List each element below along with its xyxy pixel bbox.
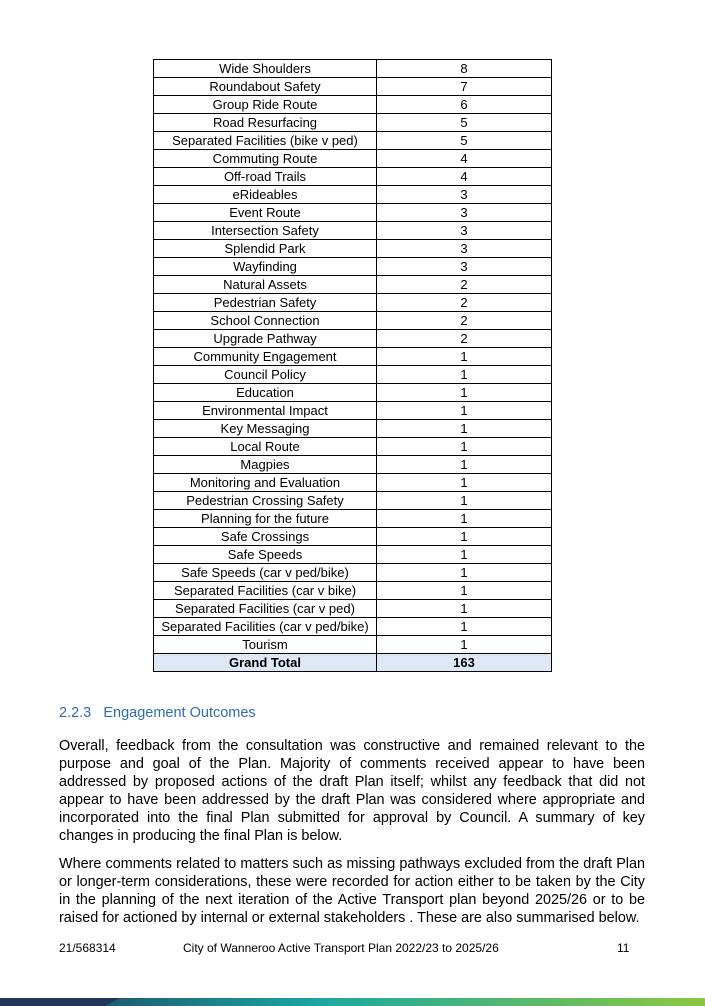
section-title: Engagement Outcomes — [103, 705, 256, 721]
topic-cell: Pedestrian Safety — [154, 294, 377, 312]
table-row — [154, 582, 552, 600]
topic-cell: Environmental Impact — [154, 402, 377, 420]
count-cell: 1 — [377, 564, 552, 582]
table-row — [154, 78, 552, 96]
count-cell: 1 — [377, 510, 552, 528]
count-cell: 4 — [377, 150, 552, 168]
count-cell: 3 — [377, 204, 552, 222]
topic-cell: Planning for the future — [154, 510, 377, 528]
topic-cell: Road Resurfacing — [154, 114, 377, 132]
topic-cell: Safe Crossings — [154, 528, 377, 546]
topic-cell: Natural Assets — [154, 276, 377, 294]
count-cell: 1 — [377, 618, 552, 636]
topic-cell: Off-road Trails — [154, 168, 377, 186]
footer-document-ref: 21/568314 — [59, 941, 116, 955]
count-cell: 5 — [377, 132, 552, 150]
topic-cell: School Connection — [154, 312, 377, 330]
topic-cell: Intersection Safety — [154, 222, 377, 240]
table-row — [154, 222, 552, 240]
topic-cell: Key Messaging — [154, 420, 377, 438]
topic-cell: Tourism — [154, 636, 377, 654]
count-cell: 7 — [377, 78, 552, 96]
topic-cell: Community Engagement — [154, 348, 377, 366]
topic-cell: Education — [154, 384, 377, 402]
count-cell: 1 — [377, 456, 552, 474]
grand-total-row — [154, 654, 552, 672]
table-row — [154, 438, 552, 456]
topic-cell: Council Policy — [154, 366, 377, 384]
topic-cell: Separated Facilities (car v bike) — [154, 582, 377, 600]
section-number: 2.2.3 — [59, 705, 92, 721]
count-cell: 1 — [377, 636, 552, 654]
table-row — [154, 510, 552, 528]
footer-document-title: City of Wanneroo Active Transport Plan 2022/23 to 2025/26 — [183, 941, 499, 955]
topic-count-table — [153, 59, 552, 672]
topic-cell: Roundabout Safety — [154, 78, 377, 96]
table-row — [154, 330, 552, 348]
topic-cell: Wayfinding — [154, 258, 377, 276]
count-cell: 1 — [377, 474, 552, 492]
topic-cell: Commuting Route — [154, 150, 377, 168]
table-row — [154, 312, 552, 330]
count-cell: 8 — [377, 60, 552, 78]
section-heading — [59, 705, 256, 721]
topic-cell: Separated Facilities (car v ped) — [154, 600, 377, 618]
paragraph-overall-feedback: Overall, feedback from the consultation was constructive and remained relevant to the purpose and goal of the Plan. Majority of comments received appear to have been addressed by proposed actions of the draft Plan itself; whilst any feedback that did not appear to have been addressed by the draft Plan was considered where appropriate and incorporated into the final Plan submitted for approval by Council. A summary of key changes in producing the final Plan is below. — [59, 738, 645, 844]
table-row — [154, 348, 552, 366]
topic-cell: Group Ride Route — [154, 96, 377, 114]
table-row — [154, 456, 552, 474]
grand-total-value: 163 — [377, 654, 552, 672]
footer-page-number: 11 — [617, 941, 630, 955]
table-row — [154, 600, 552, 618]
table-row — [154, 276, 552, 294]
table-row — [154, 132, 552, 150]
topic-cell: Wide Shoulders — [154, 60, 377, 78]
table-row — [154, 618, 552, 636]
footer-bar-dark-wedge — [0, 998, 120, 1006]
count-cell: 1 — [377, 582, 552, 600]
table-row — [154, 186, 552, 204]
footer-decorative-bar — [0, 994, 705, 1006]
topic-cell: Event Route — [154, 204, 377, 222]
table-row — [154, 96, 552, 114]
count-cell: 4 — [377, 168, 552, 186]
count-cell: 1 — [377, 366, 552, 384]
count-cell: 1 — [377, 546, 552, 564]
count-cell: 5 — [377, 114, 552, 132]
table-row — [154, 384, 552, 402]
table-row — [154, 204, 552, 222]
table-row — [154, 420, 552, 438]
count-cell: 1 — [377, 384, 552, 402]
count-cell: 1 — [377, 438, 552, 456]
count-cell: 2 — [377, 330, 552, 348]
table-row — [154, 294, 552, 312]
count-cell: 1 — [377, 528, 552, 546]
table-row — [154, 168, 552, 186]
count-cell: 1 — [377, 348, 552, 366]
table-row — [154, 528, 552, 546]
topic-cell: eRideables — [154, 186, 377, 204]
table-row — [154, 546, 552, 564]
table-row — [154, 60, 552, 78]
count-cell: 1 — [377, 420, 552, 438]
count-cell: 3 — [377, 240, 552, 258]
count-cell: 2 — [377, 294, 552, 312]
topic-cell: Pedestrian Crossing Safety — [154, 492, 377, 510]
topic-cell: Safe Speeds — [154, 546, 377, 564]
table-row — [154, 258, 552, 276]
table-row — [154, 492, 552, 510]
count-cell: 3 — [377, 258, 552, 276]
table-row — [154, 564, 552, 582]
table-row — [154, 150, 552, 168]
table-row — [154, 114, 552, 132]
topic-cell: Monitoring and Evaluation — [154, 474, 377, 492]
count-cell: 6 — [377, 96, 552, 114]
paragraph-comments-actions: Where comments related to matters such as missing pathways excluded from the draft Plan or longer-term considerations, these were recorded for action either to be taken by the City in the planning of the next iteration of the Active Transport plan beyond 2025/26 or to be raised for actioned by internal or external stakeholders . These are also summarised below. — [59, 856, 645, 926]
table-row — [154, 636, 552, 654]
grand-total-label: Grand Total — [154, 654, 377, 672]
table-row — [154, 366, 552, 384]
topic-cell: Upgrade Pathway — [154, 330, 377, 348]
count-cell: 1 — [377, 600, 552, 618]
table-row — [154, 474, 552, 492]
topic-cell: Splendid Park — [154, 240, 377, 258]
topic-cell: Safe Speeds (car v ped/bike) — [154, 564, 377, 582]
count-cell: 2 — [377, 312, 552, 330]
count-cell: 3 — [377, 222, 552, 240]
topic-cell: Magpies — [154, 456, 377, 474]
count-cell: 1 — [377, 402, 552, 420]
table-row — [154, 402, 552, 420]
topic-cell: Separated Facilities (bike v ped) — [154, 132, 377, 150]
count-cell: 2 — [377, 276, 552, 294]
topic-cell: Separated Facilities (car v ped/bike) — [154, 618, 377, 636]
table-row — [154, 240, 552, 258]
topic-cell: Local Route — [154, 438, 377, 456]
count-cell: 1 — [377, 492, 552, 510]
count-cell: 3 — [377, 186, 552, 204]
